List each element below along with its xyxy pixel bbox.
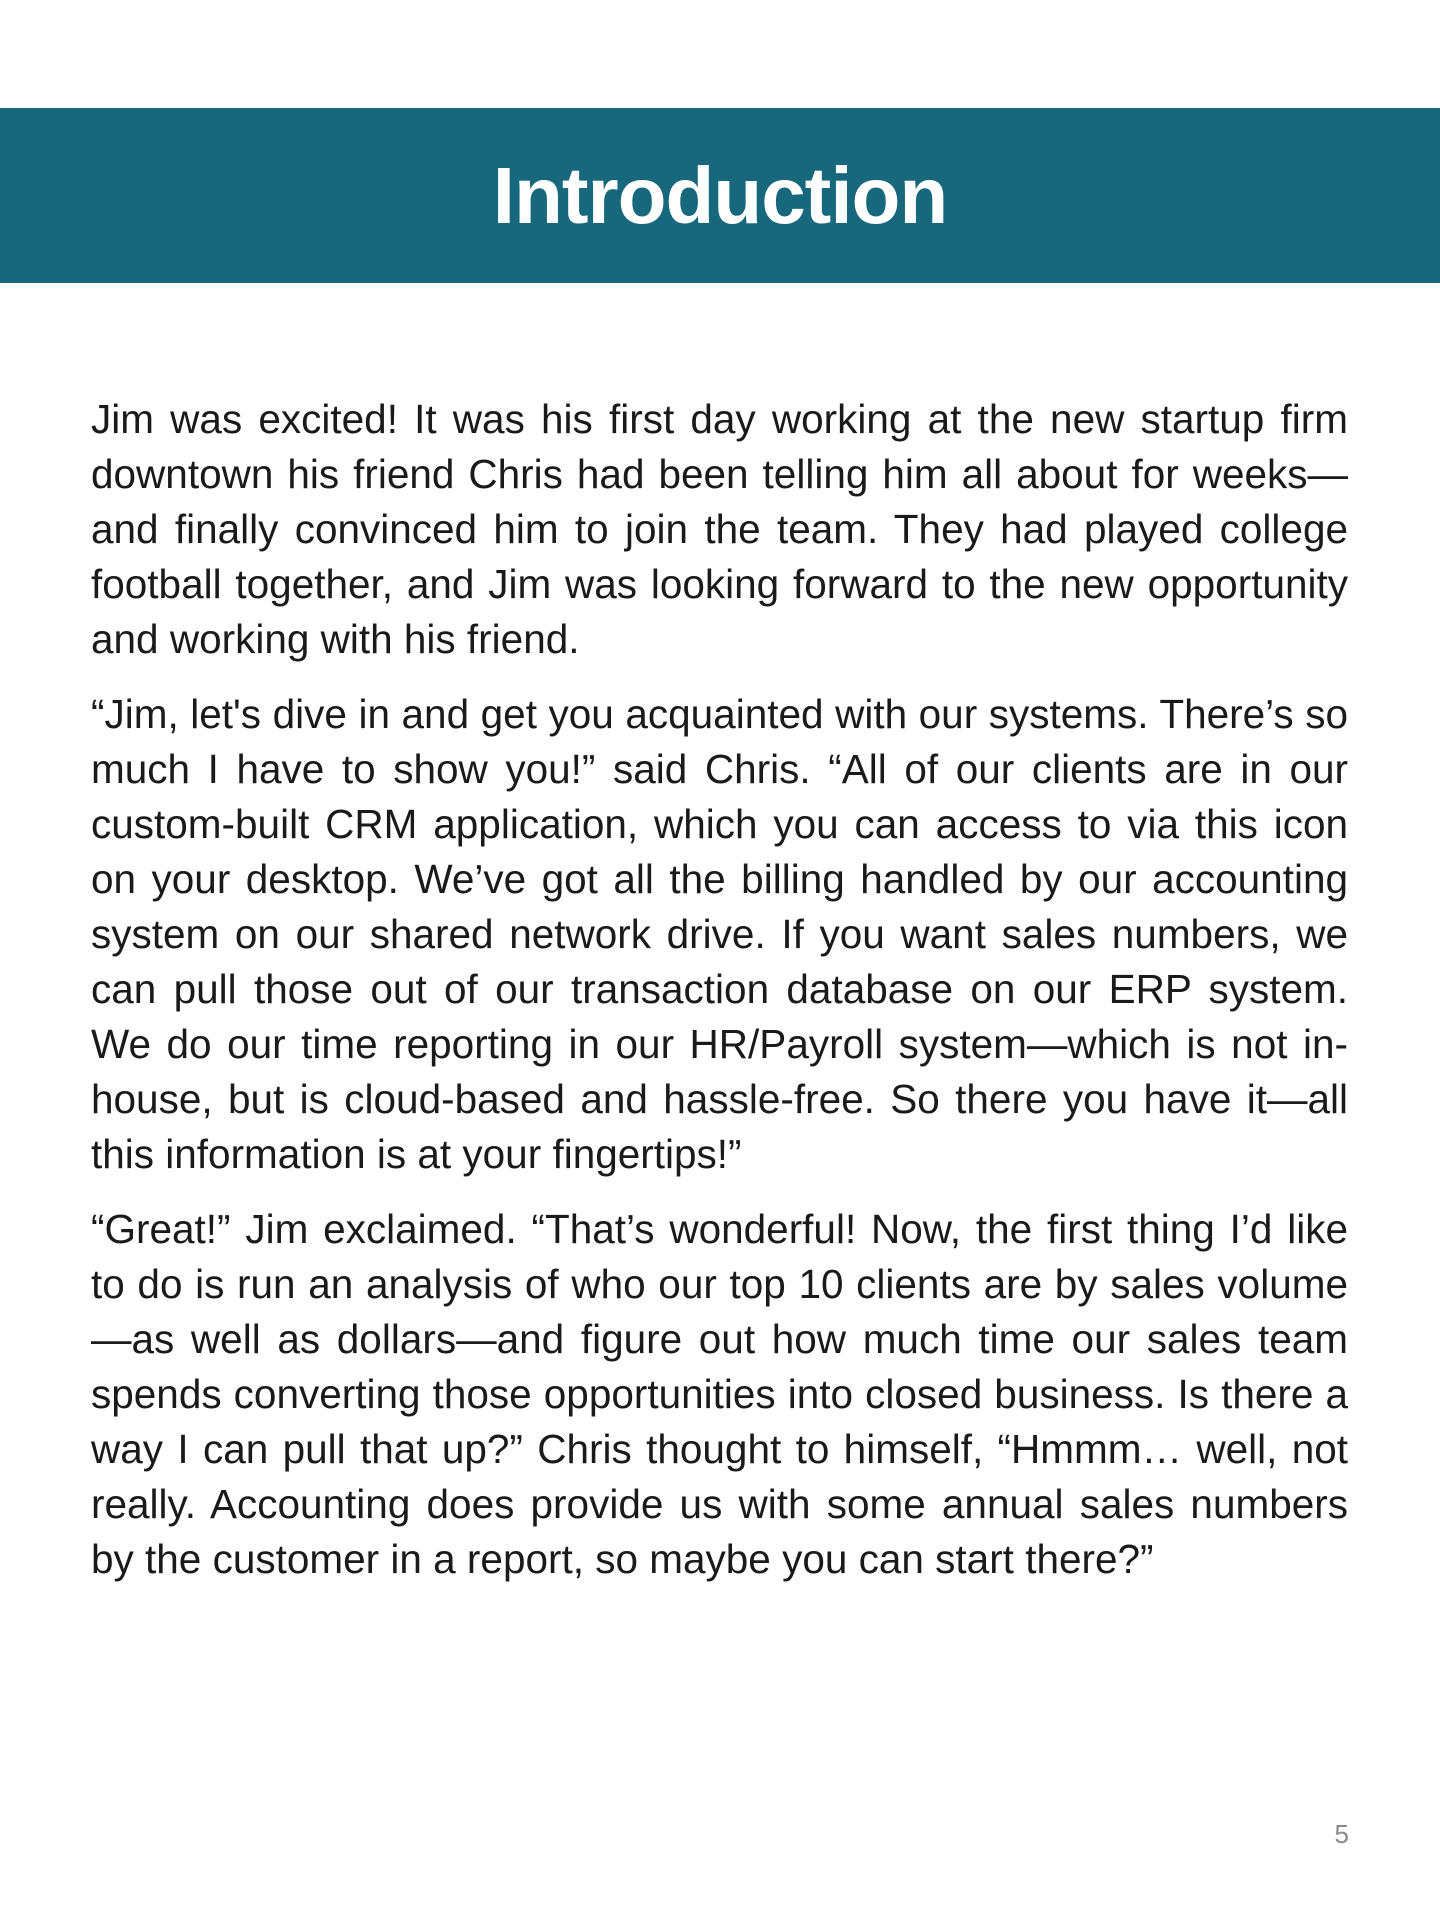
header-band	[0, 108, 1440, 283]
paragraph-2: “Jim, let's dive in and get you acquainted with our systems. There’s so much I have to show you!” said Chris. “All of our clients are in our custom-built CRM application, which you can access to via this icon on your desktop. We’ve got all the billing handled by our accounting system on our shared network drive. If you want sales numbers, we can pull those out of our transaction database on our ERP system. We do our time reporting in our HR/Payroll system—which is not in-house, but is cloud-based and hassle-free. So there you have it—all this information is at your fingertips!”	[91, 691, 1348, 1177]
page-title: Introduction	[492, 150, 948, 240]
paragraph-1: Jim was excited! It was his first day working at the new startup firm downtown his friend Chris had been telling him all about for weeks—and finally convinced him to join the team. They had played college football together, and Jim was looking forward to the new opportunity and working with his friend.	[91, 396, 1348, 662]
body-text	[91, 392, 1348, 1607]
paragraph-3: “Great!” Jim exclaimed. “That’s wonderful! Now, the first thing I’d like to do is run an analysis of who our top 10 clients are by sales volume—as well as dollars—and figure out how much time our sales team spends converting those opportunities into closed business. Is there a way I can pull that up?” Chris thought to himself, “Hmmm… well, not really. Accounting does provide us with some annual sales numbers by the customer in a report, so maybe you can start there?”	[91, 1206, 1348, 1582]
page-number: 5	[1334, 1819, 1349, 1849]
